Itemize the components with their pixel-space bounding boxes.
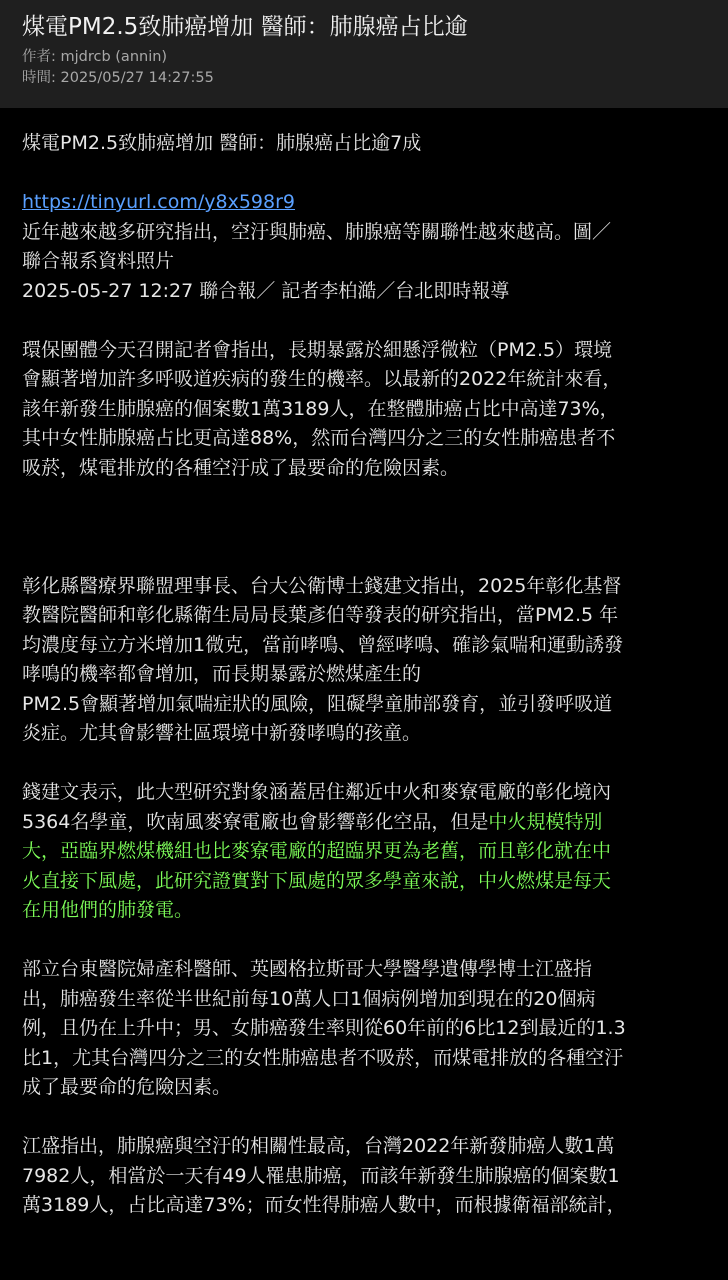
paragraph-line: 均濃度每立方米增加1微克，當前哮鳴、曾經哮鳴、確診氣喘和運動誘發: [22, 633, 624, 656]
paragraph-line: [22, 808, 706, 838]
paragraph-line: 成了最要命的危險因素。: [22, 1076, 232, 1098]
spacer: [22, 483, 706, 542]
paragraph-line: 錢建文表示，此大型研究對象涵蓋居住鄰近中火和麥寮電廠的彰化境內: [22, 781, 612, 803]
paragraph-line: 比1，尤其台灣四分之三的女性肺癌患者不吸菸，而煤電排放的各種空汙: [22, 1046, 624, 1069]
spacer: [22, 306, 706, 336]
source-link[interactable]: https://tinyurl.com/y8x598r9: [22, 191, 296, 213]
source-link-line: [22, 188, 706, 218]
byline: 2025-05-27 12:27 聯合報／ 記者李柏澔／台北即時報導: [22, 279, 510, 302]
paragraph-line: 其中女性肺腺癌占比更高達88%，然而台灣四分之三的女性肺癌患者不: [22, 427, 616, 449]
spacer: [22, 749, 706, 779]
spacer: [22, 159, 706, 189]
post-title: 煤電PM2.5致肺癌增加 醫師：肺腺癌占比逾: [22, 14, 468, 40]
paragraph-line: 7982人，相當於一天有49人罹患肺癌，而該年新發生肺腺癌的個案數1: [22, 1164, 620, 1187]
article-headline: 煤電PM2.5致肺癌增加 醫師：肺腺癌占比逾7成: [22, 132, 422, 154]
highlighted-text: 中火規模特別: [488, 810, 603, 833]
post-author: 作者: mjdrcb (annin): [22, 49, 168, 65]
paragraph-line: 哮鳴的機率都會增加，而長期暴露於燃煤產生的: [22, 663, 422, 685]
paragraph-line: 部立台東醫院婦產科醫師、英國格拉斯哥大學醫學遺傳學博士江盛指: [22, 958, 593, 980]
paragraph-text: 5364名學童，吹南風麥寮電廠也會影響彰化空品，但是: [22, 810, 489, 833]
highlighted-line: 火直接下風處，此研究證實對下風處的眾多學童來說，中火燃煤是每天: [22, 869, 612, 892]
paragraph-line: 江盛指出，肺腺癌與空汙的相關性最高，台灣2022年新發肺癌人數1萬: [22, 1135, 615, 1157]
post-time: 時間: 2025/05/27 14:27:55: [22, 70, 214, 86]
highlighted-line: 大，亞臨界燃煤機組也比麥寮電廠的超臨界更為老舊，而且彰化就在中: [22, 840, 612, 862]
highlighted-line: 在用他們的肺發電。: [22, 899, 194, 921]
spacer: [22, 926, 706, 956]
paragraph-line: 吸菸，煤電排放的各種空汙成了最要命的危險因素。: [22, 456, 460, 479]
paragraph-line: 彰化縣醫療界聯盟理事長、台大公衛博士錢建文指出，2025年彰化基督: [22, 574, 622, 597]
paragraph-line: 出，肺癌發生率從半世紀前每10萬人口1個病例增加到現在的20個病: [22, 987, 596, 1010]
paragraph-line: 炎症。尤其會影響社區環境中新發哮鳴的孩童。: [22, 722, 422, 744]
photo-caption-line: 近年越來越多研究指出，空汙與肺癌、肺腺癌等關聯性越來越高。圖／: [22, 220, 612, 243]
paragraph-line: 例，且仍在上升中；男、女肺癌發生率則從60年前的6比12到最近的1.3: [22, 1017, 626, 1039]
paragraph-line: 該年新發生肺腺癌的個案數1萬3189人，在整體肺癌占比中高達73%，: [22, 397, 619, 420]
spacer: [22, 1103, 706, 1133]
paragraph-line: 萬3189人，占比高達73%；而女性得肺癌人數中，而根據衛福部統計，: [22, 1194, 626, 1216]
article-body: [0, 108, 728, 1221]
paragraph-line: 會顯著增加許多呼吸道疾病的發生的機率。以最新的2022年統計來看，: [22, 368, 622, 390]
paragraph-line: PM2.5會顯著增加氣喘症狀的風險，阻礙學童肺部發育，並引發呼吸道: [22, 692, 613, 715]
paragraph-line: 環保團體今天召開記者會指出，長期暴露於細懸浮微粒（PM2.5）環境: [22, 338, 613, 361]
paragraph-line: 教醫院醫師和彰化縣衛生局局長葉彥伯等發表的研究指出，當PM2.5 年: [22, 604, 619, 626]
photo-caption-line: 聯合報系資料照片: [22, 250, 175, 272]
spacer: [22, 542, 706, 572]
post-header: [0, 0, 728, 108]
